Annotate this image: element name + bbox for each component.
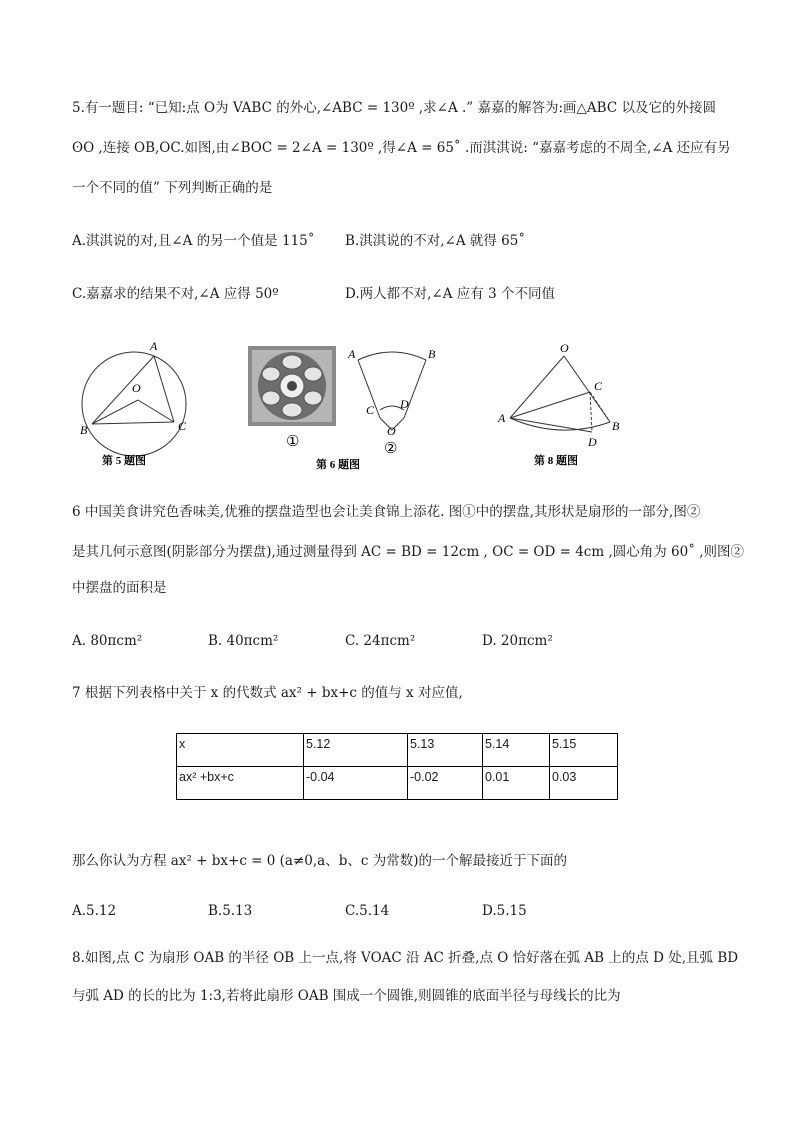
fig6-label-c: C: [366, 403, 375, 417]
q7-option-a: A.5.12: [72, 903, 117, 919]
table-cell: 5.14: [483, 734, 550, 767]
fig6-label-a: A: [348, 347, 356, 361]
q7-option-b: B.5.13: [208, 903, 253, 919]
table-row-values: [177, 767, 618, 800]
q7-line-2: 那么你认为方程 ax² + bx+c = 0 (a≠0,a、b、c 为常数)的一个解最接近于下面的: [72, 853, 567, 869]
q6-line-2: 是其几何示意图(阴影部分为摆盘),通过测量得到 AC = BD = 12cm , OC = OD = 4cm ,圆心角为 60˚ ,则图②: [72, 544, 745, 560]
fig6-label-1: ①: [286, 434, 300, 450]
fig8-radius-ob: [564, 356, 610, 422]
fig8-label-o: O: [560, 341, 569, 355]
fig5-caption: 第 5 题图: [102, 455, 146, 467]
q5-line-1: 5.有一题目: “已知:点 O为 VABC 的外心,∠ABC = 130º ,求∠A .” 嘉嘉的解答为:画△ABC 以及它的外接圆: [72, 100, 716, 116]
table-cell: ax² +bx+c: [177, 767, 304, 800]
figure-8: [494, 338, 634, 473]
q7-value-table: [176, 733, 618, 800]
fig5-label-a: A: [150, 339, 158, 353]
q8-line-2: 与弧 AD 的长的比为 1:3,若将此扇形 OAB 围成一个圆锥,则圆锥的底面半径与母线长的比为: [72, 988, 621, 1004]
q8-line-1: 8.如图,点 C 为扇形 OAB 的半径 OB 上一点,将 VOAC 沿 AC 折叠,点 O 恰好落在弧 AB 上的点 D 处,且弧 BD: [72, 950, 739, 966]
q5-option-b: B.淇淇说的不对,∠A 就得 65˚: [345, 233, 526, 249]
fig8-caption: 第 8 题图: [534, 455, 578, 467]
q5-line-2: ʘO ,连接 OB,OC.如图,由∠BOC = 2∠A = 130º ,得∠A = 65˚ .而淇淇说: “嘉嘉考虑的不周全,∠A 还应有另: [72, 140, 731, 156]
q6-option-c: C. 24πcm²: [345, 633, 416, 649]
fig8-fold-ac: [510, 392, 590, 418]
figure-6: [240, 340, 450, 475]
figure-5: [78, 332, 198, 472]
fig5-label-c: C: [178, 419, 187, 433]
fig6-caption: 第 6 题图: [316, 459, 360, 471]
q6-line-1: 6 中国美食讲究色香味美,优雅的摆盘造型也会让美食锦上添花. 图①中的摆盘,其形状是扇形的一部分,图②: [72, 504, 701, 520]
fig8-arc-ab: [510, 418, 610, 430]
q5-option-d: D.两人都不对,∠A 应有 3 个不同值: [345, 286, 555, 302]
q7-option-d: D.5.15: [482, 903, 527, 919]
fig5-label-b: B: [80, 423, 88, 437]
fig5-side-ab: [92, 356, 154, 424]
fig6-label-b: B: [428, 347, 436, 361]
q5-option-c: C.嘉嘉求的结果不对,∠A 应得 50º: [72, 286, 279, 302]
table-cell: 0.03: [550, 767, 618, 800]
fig8-segment-ad: [510, 418, 592, 432]
table-cell: -0.02: [408, 767, 483, 800]
table-cell: 5.15: [550, 734, 618, 767]
table-cell: 5.13: [408, 734, 483, 767]
fig8-label-d: D: [588, 435, 597, 449]
fig6-label-2: ②: [384, 441, 398, 457]
q7-option-c: C.5.14: [345, 903, 390, 919]
q6-option-a: A. 80πcm²: [72, 633, 143, 649]
fig8-segment-cd: [590, 392, 592, 432]
fig6-label-o: O: [387, 424, 396, 438]
fig5-radius-ob: [92, 400, 138, 424]
fig6-label-d: D: [400, 397, 409, 411]
fig6-sector-arc-outer: [358, 352, 426, 360]
table-cell: -0.04: [304, 767, 408, 800]
q5-line-3: 一个不同的值” 下列判断正确的是: [72, 180, 273, 196]
fig8-label-c: C: [594, 379, 603, 393]
q6-option-b: B. 40πcm²: [208, 633, 279, 649]
q5-option-a: A.淇淇说的对,且∠A 的另一个值是 115˚: [72, 233, 315, 249]
q6-option-d: D. 20πcm²: [482, 633, 553, 649]
fig5-label-o: O: [132, 381, 141, 395]
table-cell: 0.01: [483, 767, 550, 800]
table-cell: x: [177, 734, 304, 767]
fig5-side-bc: [92, 422, 174, 424]
q7-line-1: 7 根据下列表格中关于 x 的代数式 ax² + bx+c 的值与 x 对应值,: [72, 685, 463, 701]
fig5-circumcircle: [82, 352, 186, 456]
fig8-label-a: A: [498, 411, 506, 425]
table-row-x: [177, 734, 618, 767]
table-cell: 5.12: [304, 734, 408, 767]
fig8-label-b: B: [612, 419, 620, 433]
q6-line-3: 中摆盘的面积是: [72, 580, 167, 596]
